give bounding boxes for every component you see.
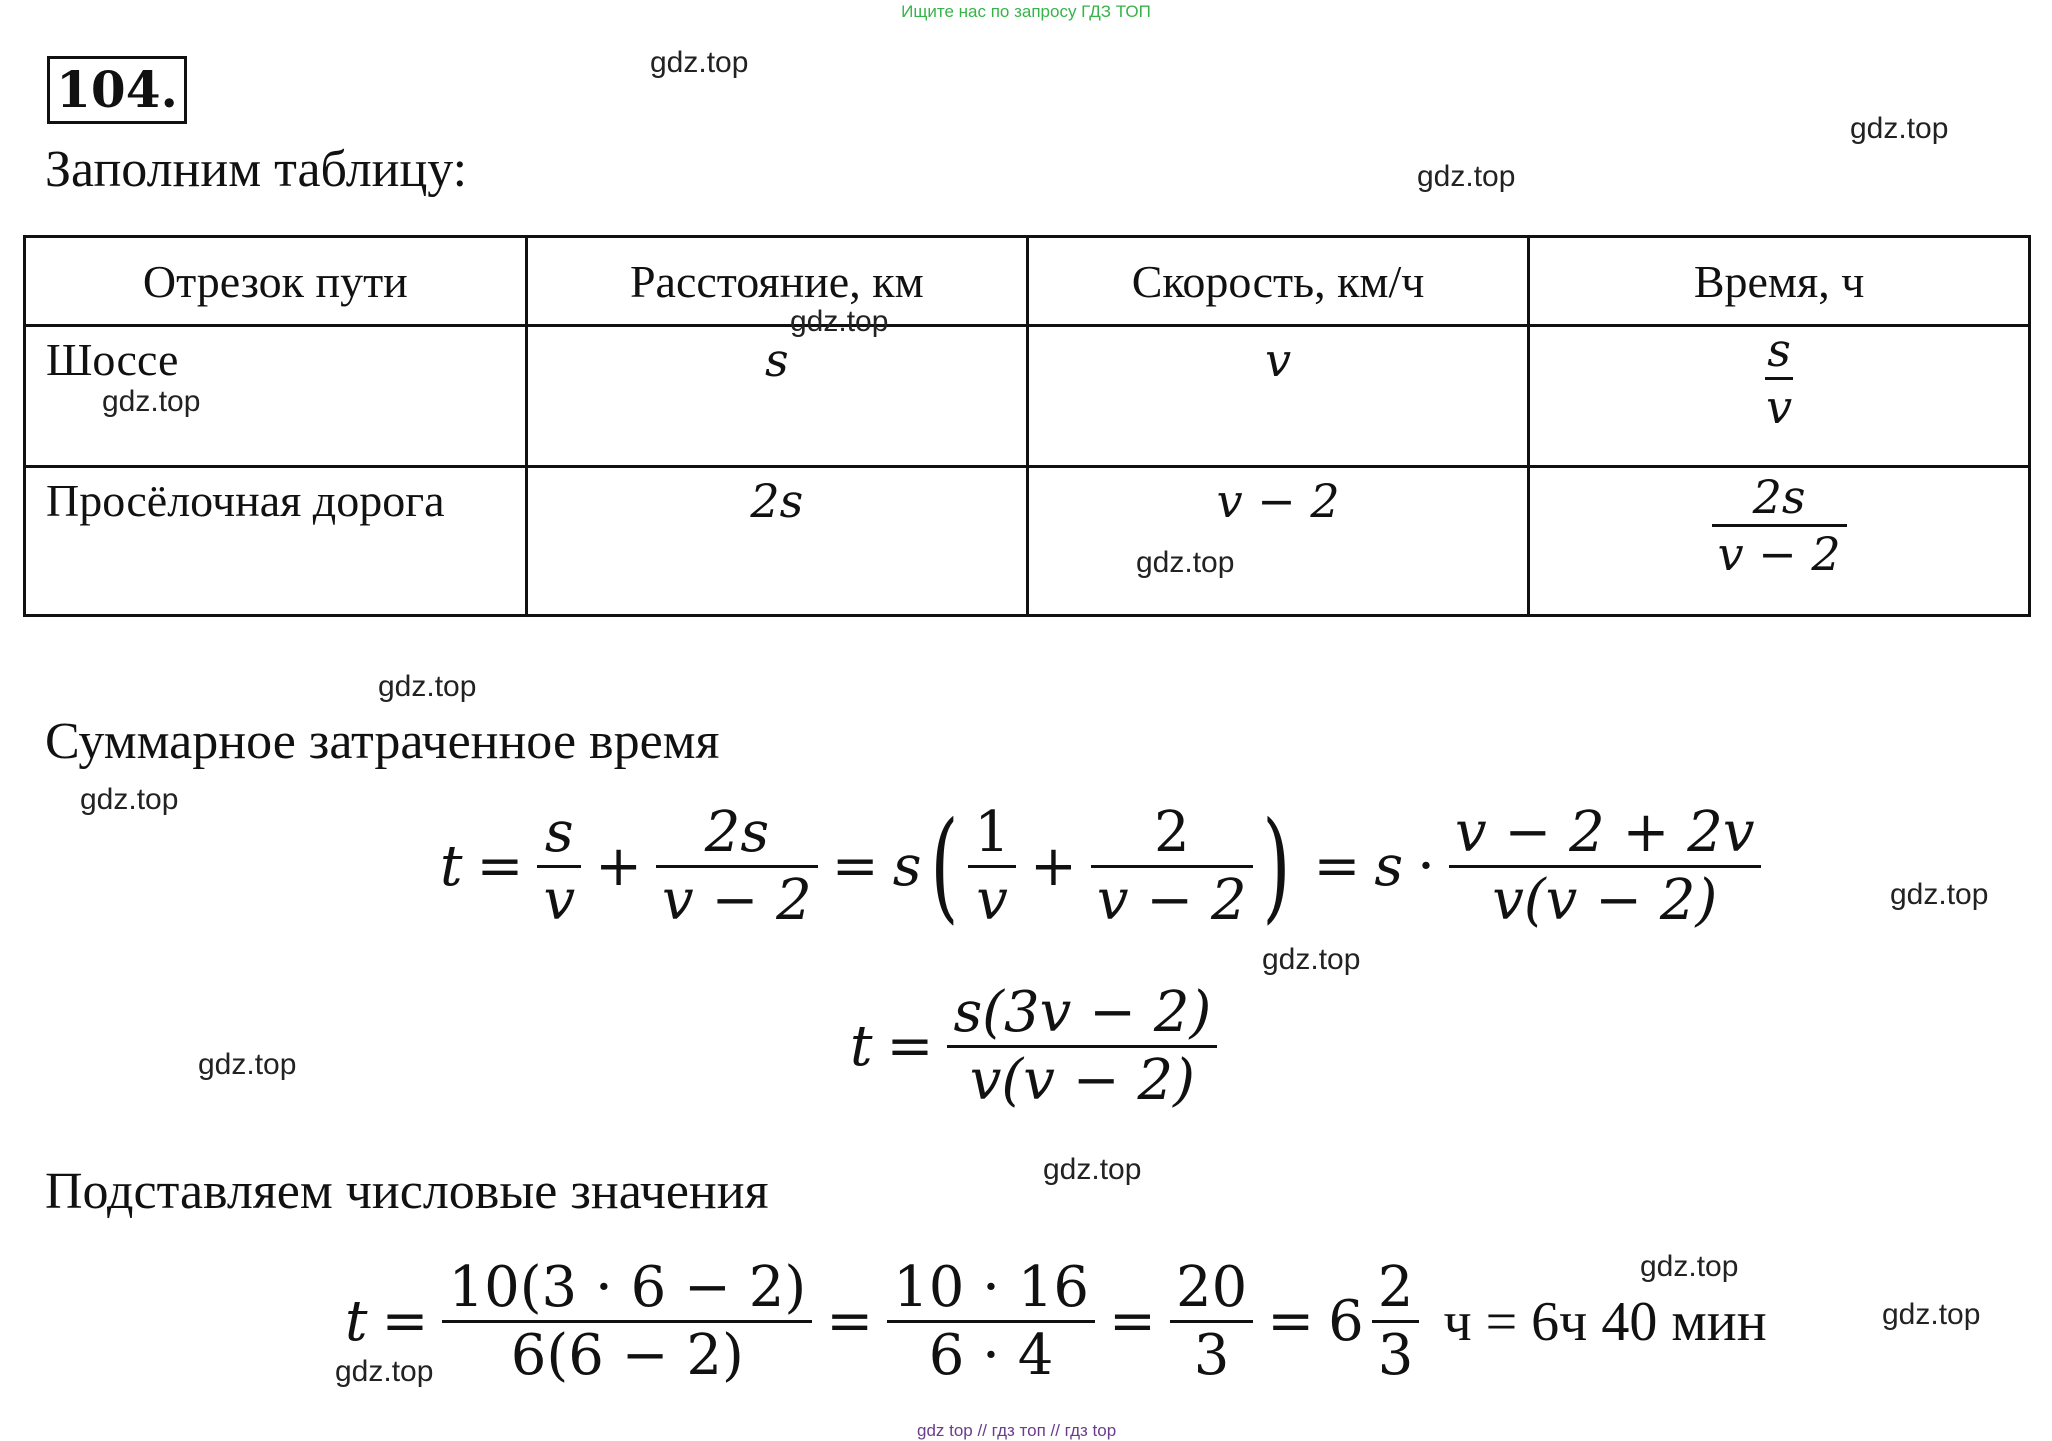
watermark: gdz.top xyxy=(1136,546,1235,579)
var-t: t xyxy=(345,1289,368,1354)
fraction xyxy=(947,980,1217,1113)
equals-sign: = xyxy=(476,834,524,899)
watermark: gdz.top xyxy=(378,670,477,703)
fraction-numerator: 10 · 16 xyxy=(893,1255,1090,1320)
var-s: s xyxy=(892,834,922,899)
var-s: s xyxy=(1374,834,1404,899)
fraction-denominator: v(v − 2) xyxy=(969,1048,1195,1113)
fraction-numerator: 2s xyxy=(704,800,770,865)
cell-distance: s xyxy=(526,326,1027,467)
equals-sign: = xyxy=(1313,834,1361,899)
fraction xyxy=(537,800,581,933)
left-paren-icon: ( xyxy=(930,796,959,936)
fraction xyxy=(1170,1255,1253,1388)
mixed-whole: 6 xyxy=(1328,1289,1364,1354)
cell-time xyxy=(1529,323,2030,467)
header-time: Время, ч xyxy=(1529,237,2030,326)
watermark: gdz.top xyxy=(1890,878,1989,911)
fraction-denominator: 6 · 4 xyxy=(928,1323,1054,1388)
cell-time xyxy=(1529,467,2030,616)
fraction-denominator: v xyxy=(976,868,1008,933)
equals-sign: = xyxy=(831,834,879,899)
watermark: gdz.top xyxy=(650,46,749,79)
problem-number: 104. xyxy=(47,56,187,124)
fraction-denominator: v xyxy=(1766,380,1793,434)
fraction-denominator: 3 xyxy=(1193,1323,1230,1388)
equals-sign: = xyxy=(381,1289,429,1354)
watermark: gdz.top xyxy=(1640,1250,1739,1283)
watermark: gdz.top xyxy=(80,783,179,816)
cell-speed: v xyxy=(1028,326,1529,467)
fraction-numerator: 2 xyxy=(1377,1255,1414,1320)
time-fraction xyxy=(1760,323,1798,434)
table-row xyxy=(25,326,2030,467)
result-text: ч = 6ч 40 мин xyxy=(1443,1290,1767,1353)
multiply-dot: · xyxy=(1417,834,1435,899)
right-paren-icon: ) xyxy=(1262,796,1291,936)
equation-total-time xyxy=(440,796,1761,936)
fraction xyxy=(442,1255,812,1388)
fraction-denominator: v − 2 xyxy=(662,868,812,933)
top-banner: Ищите нас по запросу ГДЗ ТОП xyxy=(901,2,1151,21)
watermark: gdz.top xyxy=(1882,1298,1981,1331)
equals-sign: = xyxy=(1267,1289,1315,1354)
watermark: gdz.top xyxy=(790,305,889,338)
fraction xyxy=(656,800,818,933)
fraction-numerator: s(3v − 2) xyxy=(953,980,1212,1045)
fraction-numerator: 2 xyxy=(1153,800,1190,865)
fraction-numerator: 2s xyxy=(1752,470,1806,524)
watermark: gdz.top xyxy=(198,1048,297,1081)
fraction xyxy=(1372,1255,1420,1388)
cell-speed: v − 2 xyxy=(1028,467,1529,616)
fraction xyxy=(887,1255,1095,1388)
fraction-denominator: 6(6 − 2) xyxy=(510,1323,744,1388)
table-row xyxy=(25,467,2030,616)
cell-distance: 2s xyxy=(526,467,1027,616)
watermark: gdz.top xyxy=(102,385,201,418)
plus-sign: + xyxy=(1029,834,1077,899)
fraction-denominator: 3 xyxy=(1377,1323,1414,1388)
cell-segment: Шоссе xyxy=(25,326,527,467)
watermark: gdz.top xyxy=(1850,112,1949,145)
watermark: gdz.top xyxy=(1417,160,1516,193)
cell-segment: Просёлочная дорога xyxy=(25,467,527,616)
plus-sign: + xyxy=(595,834,642,899)
fraction-numerator: s xyxy=(1767,323,1791,377)
header-speed: Скорость, км/ч xyxy=(1028,237,1529,326)
motion-table xyxy=(23,235,2031,617)
equals-sign: = xyxy=(826,1289,874,1354)
watermark: gdz.top xyxy=(335,1355,434,1388)
equals-sign: = xyxy=(886,1014,934,1079)
fraction-denominator: v xyxy=(543,868,576,933)
footer-links: gdz top // гдз топ // гдз top xyxy=(917,1421,1117,1440)
fraction-denominator: v − 2 xyxy=(1096,868,1247,933)
equals-sign: = xyxy=(1109,1289,1156,1354)
var-t: t xyxy=(440,834,463,899)
section-substitute: Подставляем числовые значения xyxy=(45,1163,769,1220)
fraction xyxy=(1091,800,1253,933)
header-segment: Отрезок пути xyxy=(25,237,527,326)
fraction-numerator: 10(3 · 6 − 2) xyxy=(448,1255,807,1320)
equation-simplified xyxy=(850,980,1217,1113)
section-total-time: Суммарное затраченное время xyxy=(45,713,720,770)
table-header-row xyxy=(25,237,2030,326)
var-t: t xyxy=(850,1014,873,1079)
fraction xyxy=(1449,800,1761,933)
fraction-numerator: 1 xyxy=(974,800,1010,865)
watermark: gdz.top xyxy=(1043,1153,1142,1186)
fraction-numerator: v − 2 + 2v xyxy=(1454,800,1755,865)
fraction-denominator: v(v − 2) xyxy=(1492,868,1718,933)
watermark: gdz.top xyxy=(1262,943,1361,976)
fraction xyxy=(968,800,1016,933)
header-distance: Расстояние, км xyxy=(526,237,1027,326)
fraction-denominator: v − 2 xyxy=(1717,527,1841,581)
fraction-numerator: s xyxy=(544,800,574,865)
time-fraction xyxy=(1712,470,1847,581)
intro-heading: Заполним таблицу: xyxy=(45,141,468,198)
equation-numeric xyxy=(345,1255,1767,1388)
fraction-numerator: 20 xyxy=(1175,1255,1248,1320)
